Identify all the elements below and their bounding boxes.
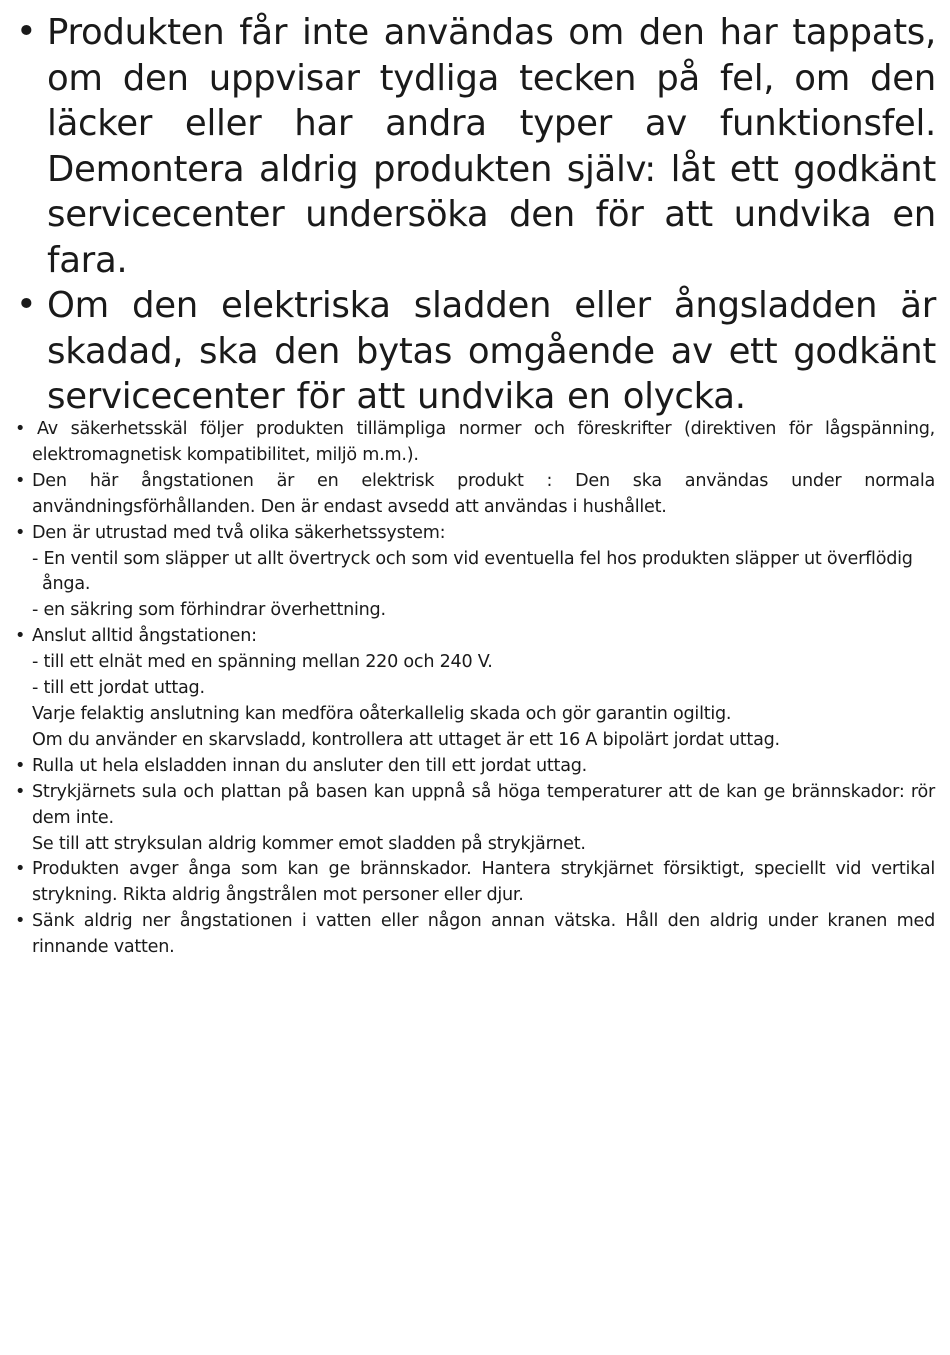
big-warning-list	[14, 10, 936, 420]
big-warning-item	[14, 283, 936, 420]
safety-subitem: - en säkring som förhindrar överhettning.	[32, 600, 386, 621]
safety-text: Den är utrustad med två olika säkerhetssystem:	[32, 522, 446, 543]
bullet-icon: •	[15, 626, 26, 647]
safety-subitem: - En ventil som släpper ut allt övertryck och som vid eventuella fel hos produkten släpper ut överflödig ånga.	[32, 548, 913, 595]
big-warning-text: Produkten får inte användas om den har tappats, om den uppvisar tydliga tecken på fel, om den läcker eller har andra typer av funktionsfel. Demontera aldrig produkten själv: låt ett godkänt servicecenter undersöka den för att undvika en fara.	[47, 12, 936, 281]
safety-item-steam-burns	[14, 857, 935, 909]
bullet-icon: •	[15, 911, 26, 932]
safety-text: Den här ångstationen är en elektrisk produkt : Den ska användas under normala användningsförhållanden. Den är endast avsedd att användas i hushållet.	[32, 470, 935, 517]
safety-item-unroll	[14, 754, 935, 780]
bullet-icon: •	[15, 470, 26, 491]
safety-list	[14, 417, 935, 961]
bullet-icon: •	[15, 781, 26, 802]
bullet-icon: •	[16, 285, 37, 325]
bullet-icon: •	[15, 419, 26, 439]
safety-item-immerse	[14, 909, 935, 961]
safety-text: Produkten avger ånga som kan ge brännskador. Hantera strykjärnet försiktigt, speciellt vid vertikal strykning. Rikta aldrig ångstrålen mot personer eller djur.	[32, 859, 935, 906]
safety-text: Rulla ut hela elsladden innan du ansluter den till ett jordat uttag.	[32, 755, 587, 776]
safety-text: Av säkerhetsskäl följer produkten tillämpliga normer och föreskrifter (direktiven för lågspänning, elektromagnetisk kompatibilitet, miljö m.m.).	[32, 419, 935, 465]
safety-item-connect	[14, 624, 935, 754]
bullet-icon: •	[15, 859, 26, 880]
safety-item-systems	[14, 521, 935, 625]
bullet-icon: •	[15, 755, 26, 776]
safety-item-electric-product	[14, 469, 935, 521]
bullet-icon: •	[16, 12, 37, 52]
safety-text: Se till att stryksulan aldrig kommer emot sladden på strykjärnet.	[32, 833, 586, 854]
safety-text: Strykjärnets sula och plattan på basen kan uppnå så höga temperaturer att de kan ge brännskador: rör dem inte.	[32, 781, 935, 828]
safety-item-standards	[14, 417, 935, 469]
safety-text: Varje felaktig anslutning kan medföra oåterkallelig skada och gör garantin ogiltig.	[32, 703, 732, 724]
safety-subitem: - till ett elnät med en spänning mellan 220 och 240 V.	[32, 652, 493, 673]
safety-subitem: - till ett jordat uttag.	[32, 678, 205, 699]
big-warning-text: Om den elektriska sladden eller ångsladden är skadad, ska den bytas omgående av ett godkänt servicecenter för att undvika en olycka.	[47, 285, 936, 417]
bullet-icon: •	[15, 522, 26, 543]
safety-text: Om du använder en skarvsladd, kontrollera att uttaget är ett 16 A bipolärt jordat uttag.	[32, 729, 780, 750]
big-warning-item	[14, 10, 936, 283]
safety-text: Anslut alltid ångstationen:	[32, 626, 257, 647]
safety-item-soleplate	[14, 780, 935, 858]
safety-text: Sänk aldrig ner ångstationen i vatten eller någon annan vätska. Håll den aldrig under kranen med rinnande vatten.	[32, 911, 935, 958]
